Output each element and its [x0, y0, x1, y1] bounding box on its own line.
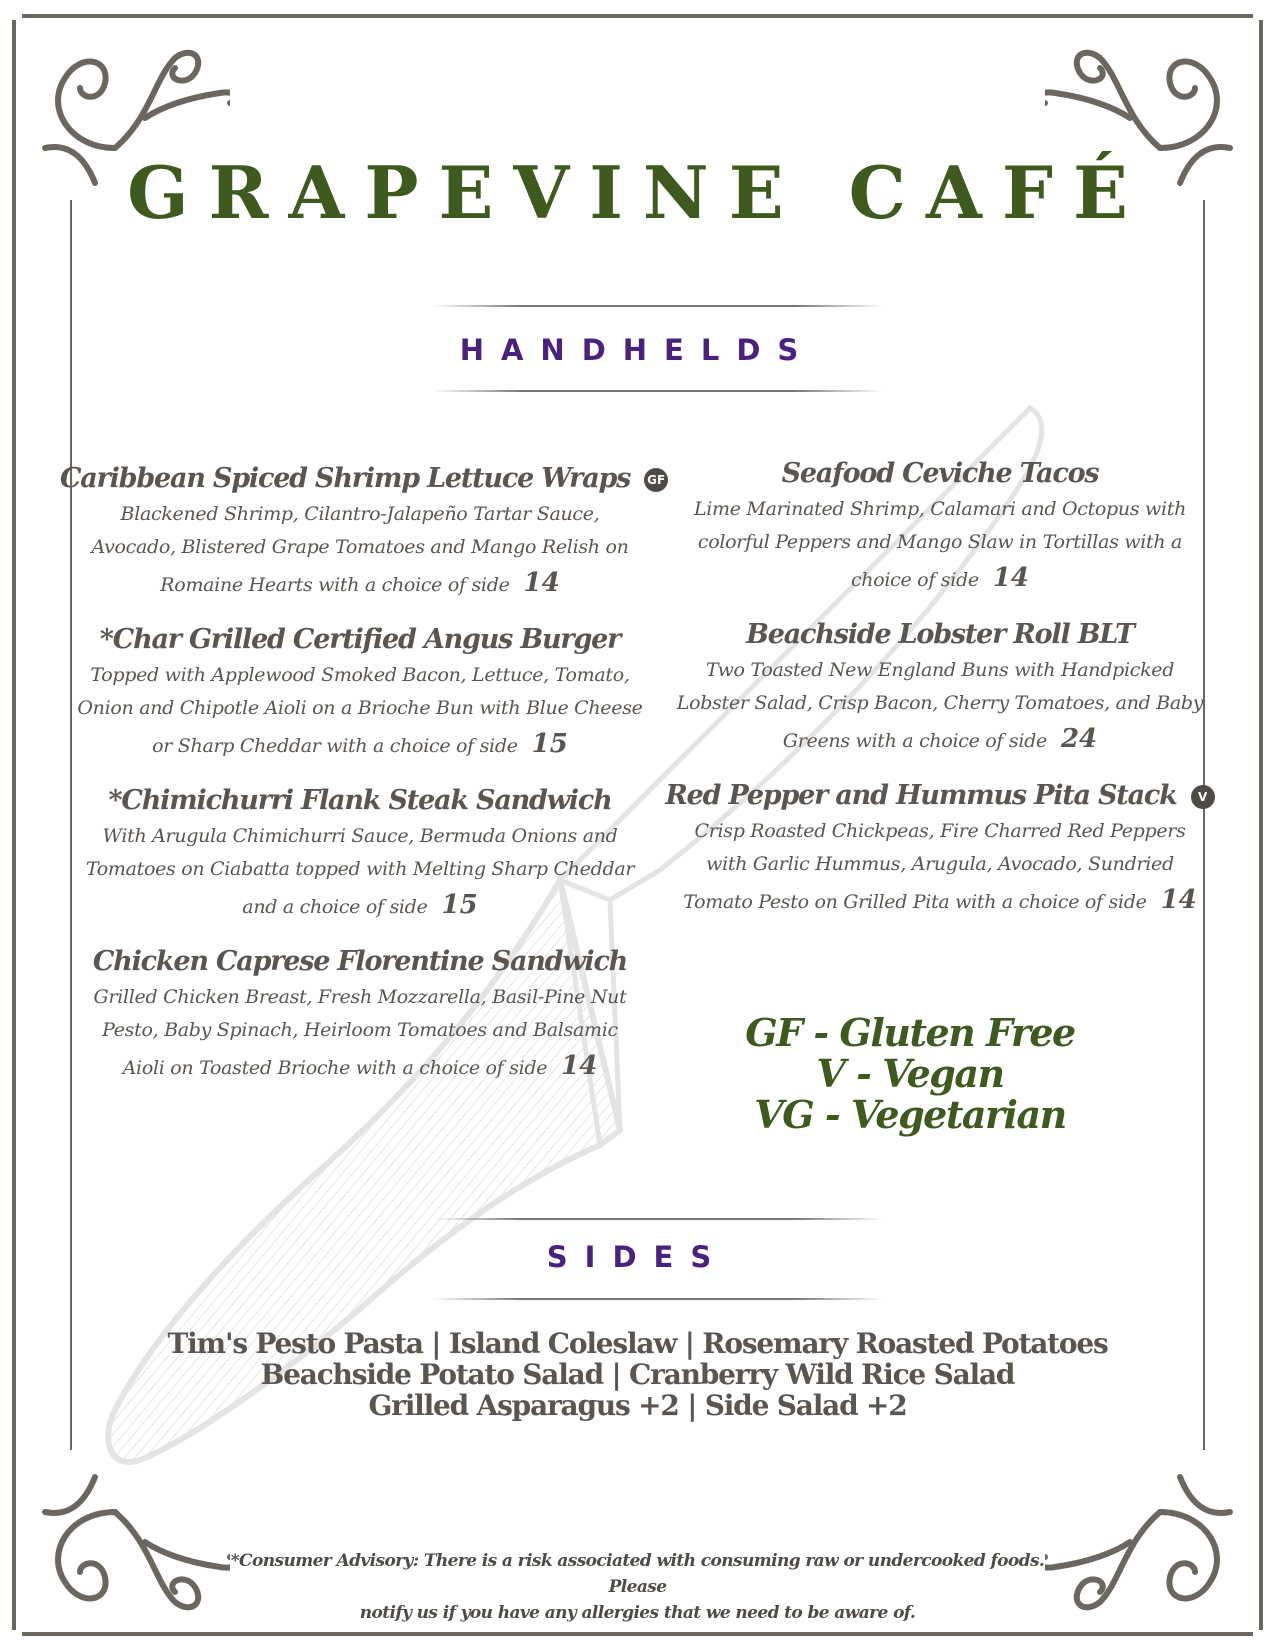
item-description-line: Lime Marinated Shrimp, Calamari and Octopus with [693, 498, 1187, 520]
item-description-text: or Sharp Cheddar with a choice of side [152, 735, 518, 757]
item-price: 24 [1060, 724, 1098, 754]
item-name [60, 460, 666, 498]
item-description-text: Romaine Hearts with a choice of side [160, 574, 510, 596]
item-name [665, 777, 1215, 815]
item-price: 15 [531, 729, 568, 759]
menu-item [665, 777, 1215, 919]
item-description-line: Topped with Applewood Smoked Bacon, Lettuce, Tomato, [90, 664, 630, 686]
item-description-line: Blackened Shrimp, Cilantro-Jalapeño Tartar Sauce, [120, 503, 600, 525]
item-name-text: Caribbean Spiced Shrimp Lettuce Wraps [60, 463, 631, 494]
restaurant-title: GRAPEVINE CAFÉ [127, 150, 1148, 235]
sides-line: Beachside Potato Salad | Cranberry Wild Rice Salad [260, 1358, 1015, 1391]
item-description-line: colorful Peppers and Mango Slaw in Tortillas with a [697, 531, 1183, 553]
item-description-line: Lobster Salad, Crisp Bacon, Cherry Tomatoes, and Baby [676, 692, 1204, 714]
sides-list [0, 1328, 1275, 1421]
item-description-line [60, 567, 660, 602]
menu-item [665, 455, 1215, 597]
menu-item [60, 621, 660, 763]
item-name: *Char Grilled Certified Angus Burger [99, 624, 621, 655]
item-description-text: and a choice of side [242, 896, 428, 918]
item-description-line [60, 889, 660, 924]
legend-vegetarian: VG - Vegetarian [754, 1092, 1066, 1137]
item-name: Beachside Lobster Roll BLT [746, 619, 1134, 650]
item-description-line: Onion and Chipotle Aioli on a Brioche Bun with Blue Cheese [77, 697, 643, 719]
menu-item [665, 616, 1215, 758]
item-price: 15 [441, 890, 478, 920]
item-description-text: Greens with a choice of side [782, 730, 1047, 752]
item-description-line: Tomatoes on Ciabatta topped with Melting Sharp Cheddar [85, 858, 635, 880]
sides-line: Grilled Asparagus +2 | Side Salad +2 [368, 1389, 907, 1422]
sides-top-rule [433, 1218, 883, 1220]
item-name: Seafood Ceviche Tacos [781, 458, 1099, 489]
sides-bottom-rule [433, 1298, 883, 1300]
menu-item [60, 460, 666, 602]
item-price: 14 [992, 563, 1030, 593]
item-description-line: Pesto, Baby Spinach, Heirloom Tomatoes and Balsamic [102, 1019, 618, 1041]
consumer-advisory [200, 1548, 1075, 1626]
gluten-free-badge: GF [644, 468, 668, 492]
item-description-line [665, 723, 1215, 758]
handhelds-heading: HANDHELDS [459, 333, 816, 367]
item-price: 14 [1160, 885, 1197, 915]
item-name: *Chimichurri Flank Steak Sandwich [108, 785, 612, 816]
legend-gluten-free: GF - Gluten Free [745, 1010, 1075, 1055]
item-description-text: Aioli on Toasted Brioche with a choice of side [122, 1057, 548, 1079]
item-description-line: Two Toasted New England Buns with Handpicked [705, 659, 1175, 681]
item-description-line [665, 562, 1215, 597]
menu-item [60, 943, 660, 1085]
advisory-line: notify us if you have any allergies that we need to be aware of. [359, 1603, 916, 1623]
legend-vegan: V - Vegan [816, 1051, 1004, 1096]
sides-heading: SIDES [546, 1240, 729, 1274]
item-price: 14 [523, 568, 560, 598]
advisory-line: *Consumer Advisory: There is a risk associated with consuming raw or undercooked foods. Please [230, 1551, 1045, 1597]
item-price: 14 [561, 1051, 598, 1081]
item-description-line: Crisp Roasted Chickpeas, Fire Charred Red Peppers [694, 820, 1186, 842]
item-description-line: With Arugula Chimichurri Sauce, Bermuda Onions and [102, 825, 618, 847]
item-description-line [60, 1050, 660, 1085]
item-description-text: Tomato Pesto on Grilled Pita with a choice of side [683, 891, 1147, 913]
handhelds-top-rule [433, 305, 883, 307]
item-description-line: Avocado, Blistered Grape Tomatoes and Mango Relish on [91, 536, 629, 558]
item-name: Chicken Caprese Florentine Sandwich [92, 946, 628, 977]
item-description-line [60, 728, 660, 763]
item-name-text: Red Pepper and Hummus Pita Stack [665, 780, 1177, 811]
item-description-line: Grilled Chicken Breast, Fresh Mozzarella, Basil-Pine Nut [93, 986, 627, 1008]
item-description-text: choice of side [850, 569, 979, 591]
sides-line: Tim's Pesto Pasta | Island Coleslaw | Rosemary Roasted Potatoes [167, 1327, 1108, 1360]
vegan-badge: V [1191, 785, 1215, 809]
handhelds-bottom-rule [433, 390, 883, 392]
dietary-legend [700, 1012, 1120, 1135]
menu-item [60, 782, 660, 924]
item-description-line: with Garlic Hummus, Arugula, Avocado, Sundried [706, 853, 1174, 875]
item-description-line [665, 884, 1215, 919]
